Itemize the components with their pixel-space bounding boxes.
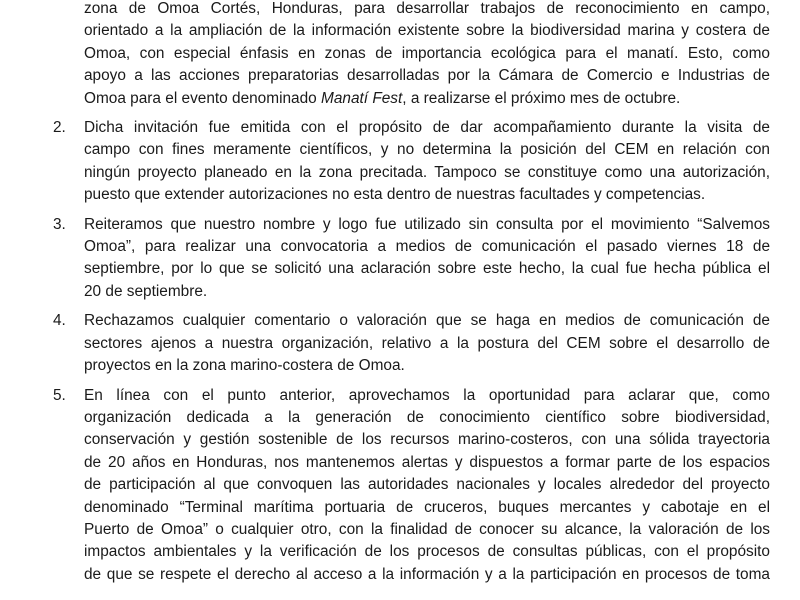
list-number: 2. [53, 119, 66, 137]
paragraph-line: Puerto de Omoa” o cualquier otro, con la finalidad de conocer su alcance, la valoración de los [84, 520, 770, 538]
list-item [0, 117, 800, 207]
paragraph-line: denominado “Terminal marítima portuaria de cruceros, buques mercantes y cabotaje en el [84, 498, 770, 516]
text-run: , a realizarse el próximo mes de octubre. [402, 89, 681, 107]
paragraph-line: organización dedicada a la generación de conocimiento científico sobre biodiversidad, [84, 408, 770, 426]
paragraph-line: Rechazamos cualquier comentario o valoración que se haga en medios de comunicación de [84, 312, 770, 330]
list-item [0, 310, 800, 377]
paragraph-line: de participación al que convoquen las autoridades nacionales y locales alrededor del proyecto [84, 476, 770, 494]
paragraph-line: zona de Omoa Cortés, Honduras, para desarrollar trabajos de reconocimiento en campo, [84, 0, 770, 17]
list-number: 4. [53, 312, 66, 330]
paragraph-line: orientado a la ampliación de la información existente sobre la biodiversidad marina y costera de [84, 22, 770, 40]
paragraph-line: puesto que extender autorizaciones no esta dentro de nuestras facultades y competencias. [84, 186, 706, 204]
list-item [0, 385, 800, 587]
paragraph-line: Omoa, con especial énfasis en zonas de importancia ecológica para el manatí. Esto, como [84, 44, 770, 62]
paragraph-line: septiembre, por lo que se solicitó una aclaración sobre este hecho, la cual fue hecha pública el [84, 260, 770, 278]
paragraph-line: proyectos en la zona marino-costera de Omoa. [84, 357, 405, 375]
paragraph-line: apoyo a las acciones preparatorias desarrolladas por la Cámara de Comercio e Industrias de [84, 67, 770, 85]
list-item [0, 0, 800, 110]
paragraph-line: 20 de septiembre. [84, 282, 208, 300]
paragraph-line: conservación y gestión sostenible de los recursos marino-costeros, con una sólida trayectoria [84, 431, 770, 449]
text-run: Omoa para el evento denominado [84, 89, 321, 107]
list-number: 3. [53, 215, 66, 233]
paragraph-line: impactos ambientales y la verificación de los procesos de consultas públicas, con el propósito [84, 543, 770, 561]
paragraph-line: campo con fines meramente científicos, y no determina la posición del CEM en relación con [84, 141, 770, 159]
paragraph-line: Dicha invitación fue emitida con el propósito de dar acompañamiento durante la visita de [84, 119, 770, 137]
paragraph-line: de 20 años en Honduras, nos mantenemos alertas y dispuestos a formar parte de los espacios [84, 453, 770, 471]
paragraph-line: de que se respete el derecho al acceso a la información y a la participación en procesos de toma [84, 565, 770, 583]
paragraph-line: Omoa”, para realizar una convocatoria a medios de comunicación el pasado viernes 18 de [84, 238, 770, 256]
paragraph-line: ningún proyecto planeado en la zona precitada. Tampoco se constituye como una autorización, [84, 163, 770, 181]
list-number: 5. [53, 386, 66, 404]
paragraph-line: En línea con el punto anterior, aprovechamos la oportunidad para aclarar que, como [84, 386, 770, 404]
list-item [0, 214, 800, 304]
paragraph-line: Reiteramos que nuestro nombre y logo fue utilizado sin consulta por el movimiento “Salvemos [84, 215, 770, 233]
paragraph-line: sectores ajenos a nuestra organización, relativo a la postura del CEM sobre el desarrollo de [84, 334, 770, 352]
paragraph-line [84, 88, 770, 110]
event-name: Manatí Fest [321, 89, 403, 107]
